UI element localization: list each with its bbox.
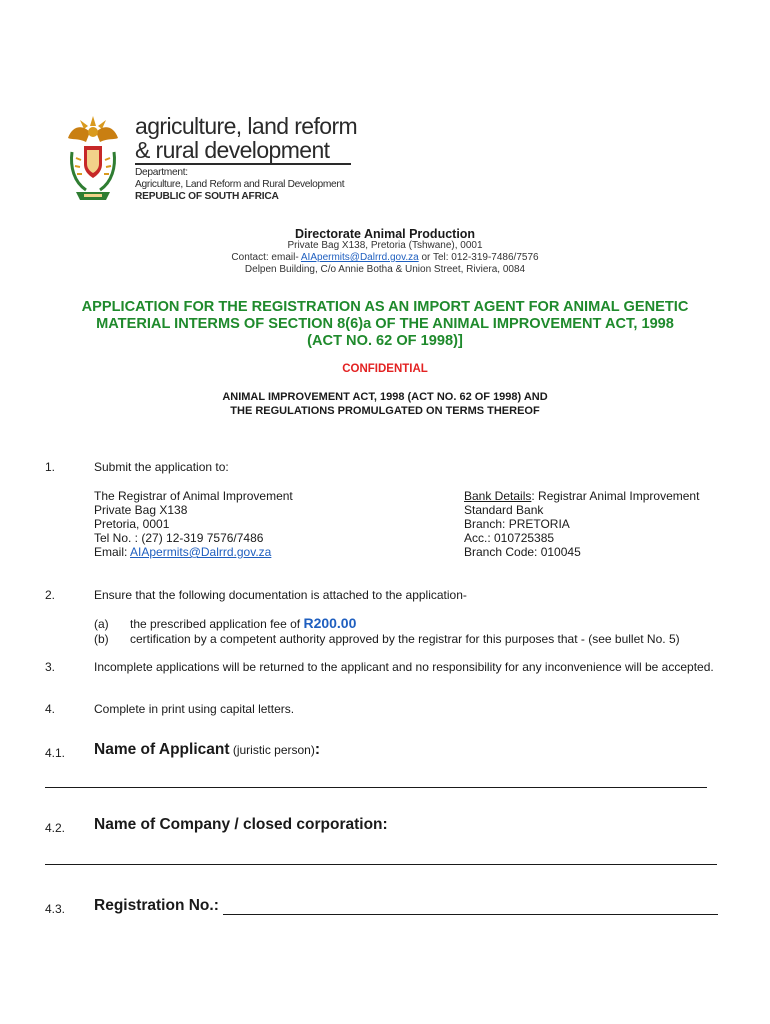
- registrar-email-line: [94, 545, 271, 559]
- section1-number: 1.: [45, 460, 56, 474]
- field41-hint: (juristic person): [229, 743, 315, 757]
- section2-text: Ensure that the following documentation is attached to the application-: [94, 588, 467, 602]
- bank-name: Standard Bank: [464, 503, 544, 517]
- bank-details-value: : Registrar Animal Improvement: [531, 489, 700, 503]
- contact-line: [0, 252, 770, 263]
- field41-label: Name of Applicant: [94, 741, 230, 758]
- logo-text-line1: agriculture, land reform: [135, 113, 358, 139]
- registrar-name: The Registrar of Animal Improvement: [94, 489, 293, 503]
- company-name-input-line[interactable]: [45, 864, 717, 865]
- application-fee: R200.00: [303, 615, 357, 631]
- field42-number: 4.2.: [45, 821, 66, 835]
- field43-label: Registration No.:: [94, 897, 219, 914]
- logo-divider: [135, 163, 351, 165]
- field43-number: 4.3.: [45, 902, 66, 916]
- section1-text: Submit the application to:: [94, 460, 229, 474]
- bank-details-line: [464, 489, 699, 503]
- act-heading-line1: ANIMAL IMPROVEMENT ACT, 1998 (ACT NO. 62 OF 1998) AND: [222, 391, 548, 403]
- registrar-tel: Tel No. : (27) 12-319 7576/7486: [94, 531, 264, 545]
- form-title-line1: APPLICATION FOR THE REGISTRATION AS AN IMPORT AGENT FOR ANIMAL GENETIC: [81, 299, 689, 315]
- bank-account: Acc.: 010725385: [464, 531, 555, 545]
- postal-address: Private Bag X138, Pretoria (Tshwane), 0001: [287, 240, 483, 251]
- logo-text-line2: & rural development: [135, 137, 330, 163]
- form-title-line2: MATERIAL INTERMS OF SECTION 8(6)a OF THE ANIMAL IMPROVEMENT ACT, 1998: [96, 316, 674, 332]
- contact-prefix: Contact: email-: [231, 252, 301, 263]
- registration-number-input-line[interactable]: [223, 914, 718, 915]
- item-a-text: [130, 616, 356, 631]
- bank-branch-code: Branch Code: 010045: [464, 545, 581, 559]
- fee-prefix: the prescribed application fee of: [130, 617, 304, 631]
- logo-department-name: Agriculture, Land Reform and Rural Development: [135, 179, 345, 190]
- confidential-label: CONFIDENTIAL: [342, 363, 428, 375]
- registrar-postal: Private Bag X138: [94, 503, 188, 517]
- email-prefix: Email:: [94, 545, 131, 559]
- item-a-letter: (a): [94, 617, 109, 631]
- item-b-letter: (b): [94, 632, 109, 646]
- bank-details-label: Bank Details: [464, 489, 532, 503]
- registrar-city: Pretoria, 0001: [94, 517, 170, 531]
- section4-number: 4.: [45, 702, 56, 716]
- item-b-text: certification by a competent authority approved by the registrar for this purposes that - (see bullet No. 5): [130, 632, 680, 646]
- bank-branch: Branch: PRETORIA: [464, 517, 570, 531]
- contact-suffix: or Tel: 012-319-7486/7576: [418, 252, 539, 263]
- registrar-email-link[interactable]: AIApermits@Dalrrd.gov.za: [130, 545, 272, 559]
- logo-department-label: Department:: [135, 167, 188, 178]
- act-heading-line2: THE REGULATIONS PROMULGATED ON TERMS THEREOF: [230, 405, 540, 417]
- section3-number: 3.: [45, 660, 56, 674]
- applicant-name-input-line[interactable]: [45, 787, 707, 788]
- coat-of-arms-icon: [62, 112, 124, 204]
- field41-number: 4.1.: [45, 746, 66, 760]
- form-title-line3: (ACT NO. 62 OF 1998)]: [307, 333, 463, 349]
- section3-text: Incomplete applications will be returned to the applicant and no responsibility for any inconvenience will be accepted.: [94, 660, 714, 674]
- directorate-title: Directorate Animal Production: [294, 227, 476, 241]
- field41-label-line: [94, 743, 320, 757]
- contact-email-link[interactable]: AIApermits@Dalrrd.gov.za: [300, 252, 419, 263]
- field42-label: Name of Company / closed corporation:: [94, 816, 388, 833]
- department-logo: [62, 110, 362, 205]
- logo-country: REPUBLIC OF SOUTH AFRICA: [135, 191, 279, 202]
- physical-address: Delpen Building, C/o Annie Botha & Union Street, Riviera, 0084: [244, 264, 526, 275]
- field41-colon: :: [314, 741, 321, 758]
- section4-text: Complete in print using capital letters.: [94, 702, 295, 716]
- section2-number: 2.: [45, 588, 56, 602]
